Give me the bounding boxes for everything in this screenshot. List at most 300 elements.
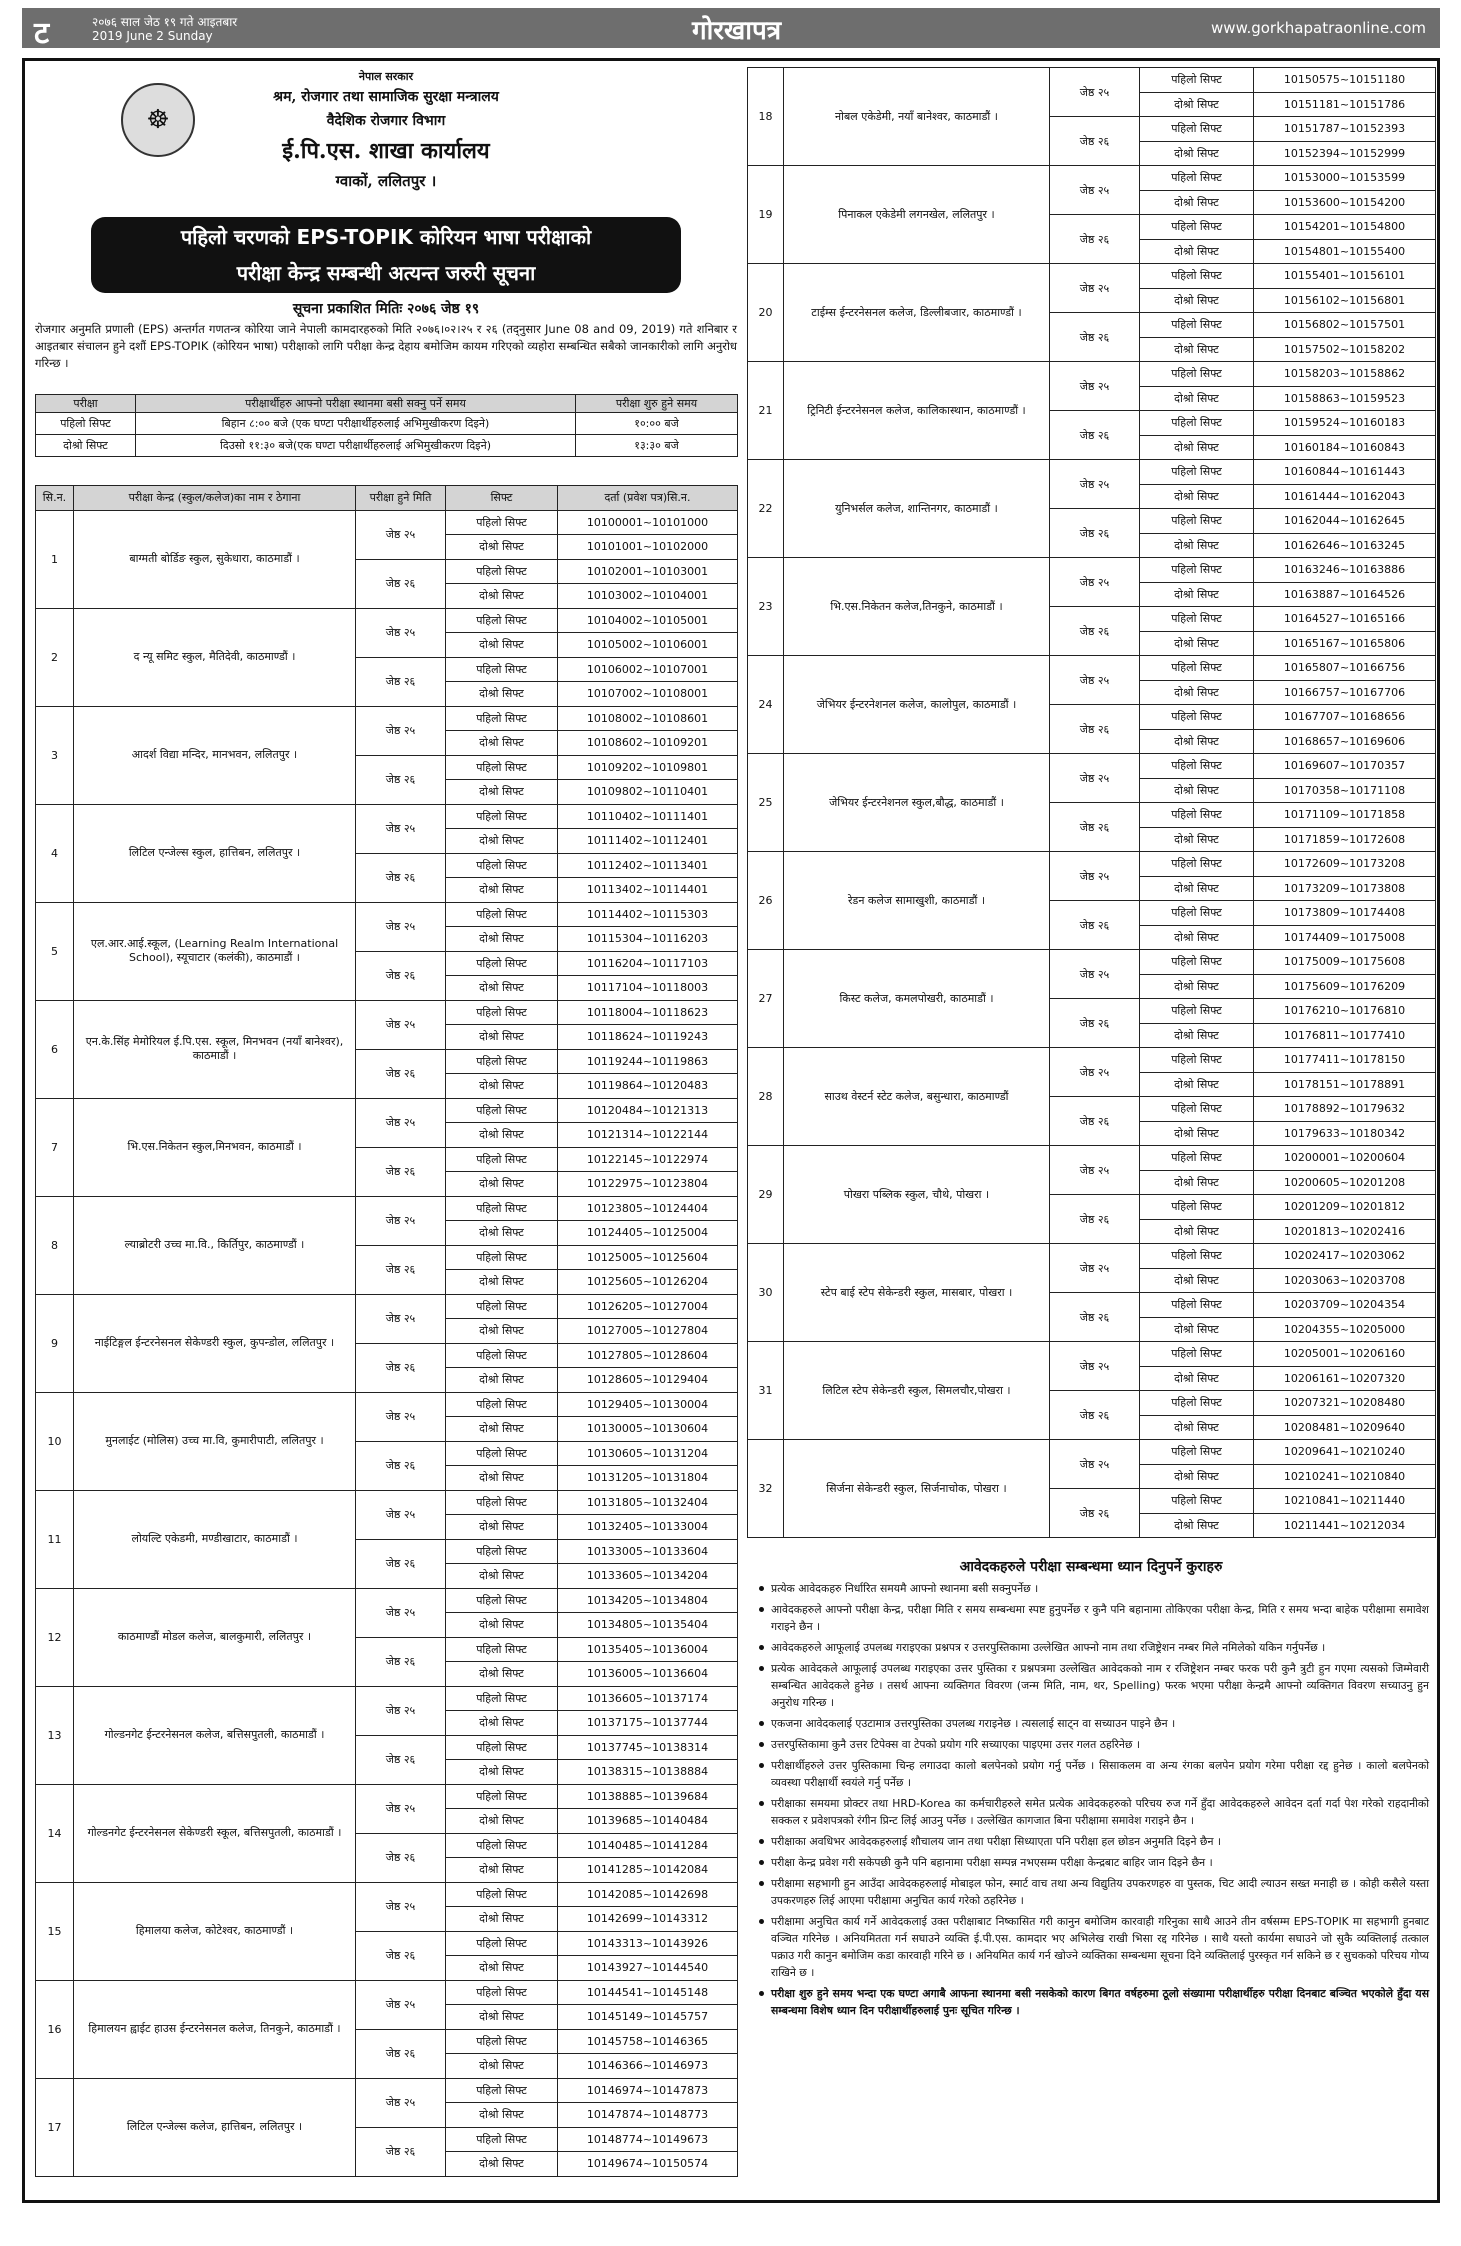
- shift-name: दोश्रो सिफ्ट: [446, 1809, 558, 1834]
- roll-range: 10100001~10101000: [558, 510, 738, 535]
- center-number: 4: [36, 804, 74, 902]
- center-number: 21: [748, 362, 784, 460]
- roll-range: 10132405~10133004: [558, 1515, 738, 1540]
- shift-name: दोश्रो सिफ्ट: [446, 633, 558, 658]
- shift-name: पहिलो सिफ्ट: [446, 1784, 558, 1809]
- intro-paragraph: रोजगार अनुमति प्रणाली (EPS) अन्तर्गत गणतन्त्र कोरिया जाने नेपाली कामदारहरुको मिति २०७६।०२।२५ र २६ (तद्नुसार June 08 and 09, 2019) गते शनिबार र आइतबार संचालन हुने दशौं EPS-TOPIK (कोरियन भाषा) परीक्षाको लागि परीक्षा केन्द्र देहाय बमोजिम कायम गरिएको व्यहोरा सम्बन्धित सबैको जानकारीको लागि अनुरोध गरिन्छ ।: [35, 322, 737, 370]
- roll-range: 10153000~10153599: [1254, 166, 1436, 191]
- table-row: [36, 1490, 738, 1515]
- shift-name: पहिलो सिफ्ट: [446, 1441, 558, 1466]
- roll-range: 10127805~10128604: [558, 1343, 738, 1368]
- table-header: सिफ्ट: [446, 486, 558, 511]
- table-row: [36, 1000, 738, 1025]
- shift-name: पहिलो सिफ्ट: [446, 2078, 558, 2103]
- shift-name: पहिलो सिफ्ट: [446, 1294, 558, 1319]
- shift-name: पहिलो सिफ्ट: [1140, 803, 1254, 828]
- notice-frame: [22, 58, 1440, 2203]
- exam-date: जेष्ठ २६: [1050, 1293, 1140, 1342]
- center-name: जेभियर ईन्टरनेशनल स्कुल,बौद्ध, काठमाडौं ।: [784, 754, 1050, 852]
- exam-date: जेष्ठ २५: [1050, 1244, 1140, 1293]
- shift-name: पहिलो सिफ्ट: [446, 1245, 558, 1270]
- shift-name: पहिलो सिफ्ट: [1140, 68, 1254, 93]
- shift-name: पहिलो सिफ्ट: [1140, 1097, 1254, 1122]
- roll-range: 10118004~10118623: [558, 1000, 738, 1025]
- exam-date: जेष्ठ २६: [356, 1147, 446, 1196]
- exam-date: जेष्ठ २६: [1050, 999, 1140, 1048]
- table-row: [36, 706, 738, 731]
- shift-name: पहिलो सिफ्ट: [446, 1833, 558, 1858]
- shift-name: पहिलो सिफ्ट: [446, 1000, 558, 1025]
- shift-name: दोश्रो सिफ्ट: [1140, 974, 1254, 999]
- roll-range: 10158863~10159523: [1254, 386, 1436, 411]
- roll-range: 10203063~10203708: [1254, 1268, 1436, 1293]
- roll-range: 10167707~10168656: [1254, 705, 1436, 730]
- shift-name: दोश्रो सिफ्ट: [1140, 1415, 1254, 1440]
- shift-name: दोश्रो सिफ्ट: [1140, 1121, 1254, 1146]
- center-number: 22: [748, 460, 784, 558]
- roll-range: 10208481~10209640: [1254, 1415, 1436, 1440]
- center-name: लिटिल एन्जेल्स स्कुल, हात्तिबन, ललितपुर ।: [74, 804, 356, 902]
- exam-date: जेष्ठ २५: [356, 1294, 446, 1343]
- shift-name: पहिलो सिफ्ट: [1140, 999, 1254, 1024]
- exam-center-table-left: [35, 485, 738, 2177]
- roll-range: 10110402~10111401: [558, 804, 738, 829]
- center-name: रेडन कलेज सामाखुशी, काठमाडौं ।: [784, 852, 1050, 950]
- exam-date: जेष्ठ २६: [1050, 901, 1140, 950]
- exam-date: जेष्ठ २५: [356, 1882, 446, 1931]
- shift-name: पहिलो सिफ्ट: [1140, 1195, 1254, 1220]
- exam-center-table-right: [747, 67, 1436, 1538]
- exam-date: जेष्ठ २६: [1050, 1489, 1140, 1538]
- center-number: 15: [36, 1882, 74, 1980]
- table-header: सि.न.: [36, 486, 74, 511]
- shift-name: पहिलो सिफ्ट: [446, 1735, 558, 1760]
- instruction-item: परीक्षामा सहभागी हुन आउँदा आवेदकहरुलाई मोबाइल फोन, स्मार्ट वाच तथा अन्य विद्युतिय उपकरणहरु वा पुस्तक, चिट आदी ल्याउन सख्त मनाही छ । कोही कसैले यस्ता उपकरणहरु लिई आएमा परीक्षामा अनुचित कार्य गरेको ठहरिनेछ ।: [757, 1875, 1429, 1909]
- instruction-item: एकजना आवेदकलाई एउटामात्र उत्तरपुस्तिका उपलब्ध गराइनेछ । त्यसलाई साट्न वा सच्याउन पाइने छैन ।: [757, 1715, 1429, 1732]
- date-english: 2019 June 2 Sunday: [92, 29, 213, 43]
- roll-range: 10171109~10171858: [1254, 803, 1436, 828]
- roll-range: 10162646~10163245: [1254, 533, 1436, 558]
- table-row: [36, 1294, 738, 1319]
- center-number: 23: [748, 558, 784, 656]
- table-row: [748, 950, 1436, 975]
- exam-date: जेष्ठ २६: [356, 2029, 446, 2078]
- center-name: लिटिल एन्जेल्स कलेज, हात्तिबन, ललितपुर ।: [74, 2078, 356, 2176]
- exam-date: जेष्ठ २५: [1050, 68, 1140, 117]
- shift-name: दोश्रो सिफ्ट: [446, 2005, 558, 2030]
- roll-range: 10108002~10108601: [558, 706, 738, 731]
- shift-name: दोश्रो सिफ्ट: [446, 927, 558, 952]
- exam-date: जेष्ठ २६: [1050, 1195, 1140, 1244]
- shift-name: दोश्रो सिफ्ट: [446, 1270, 558, 1295]
- table-row: [748, 852, 1436, 877]
- exam-date: जेष्ठ २६: [356, 1637, 446, 1686]
- shift-name: पहिलो सिफ्ट: [446, 1490, 558, 1515]
- exam-date: जेष्ठ २५: [356, 706, 446, 755]
- table-row: [36, 902, 738, 927]
- roll-range: 10178151~10178891: [1254, 1072, 1436, 1097]
- roll-range: 10134805~10135404: [558, 1613, 738, 1638]
- roll-range: 10131805~10132404: [558, 1490, 738, 1515]
- roll-range: 10161444~10162043: [1254, 484, 1436, 509]
- shift-name: दोश्रो सिफ्ट: [446, 780, 558, 805]
- exam-date: जेष्ठ २५: [356, 1784, 446, 1833]
- shift-name: दोश्रो सिफ्ट: [446, 535, 558, 560]
- center-name: भि.एस.निकेतन स्कुल,मिनभवन, काठमाडौं ।: [74, 1098, 356, 1196]
- center-number: 27: [748, 950, 784, 1048]
- roll-range: 10175609~10176209: [1254, 974, 1436, 999]
- shift-name: दोश्रो सिफ्ट: [1140, 680, 1254, 705]
- exam-date: जेष्ठ २६: [356, 1833, 446, 1882]
- center-name: टाईम्स ईन्टरनेसनल कलेज, डिल्लीबजार, काठमाण्डौं ।: [784, 264, 1050, 362]
- shift-name: दोश्रो सिफ्ट: [1140, 827, 1254, 852]
- center-number: 5: [36, 902, 74, 1000]
- shift-name: दोश्रो सिफ्ट: [1140, 582, 1254, 607]
- website-link[interactable]: www.gorkhapatraonline.com: [1211, 19, 1426, 37]
- roll-range: 10141285~10142084: [558, 1858, 738, 1883]
- roll-range: 10119864~10120483: [558, 1074, 738, 1099]
- shift-name: दोश्रो सिफ्ट: [1140, 1023, 1254, 1048]
- center-number: 8: [36, 1196, 74, 1294]
- center-number: 12: [36, 1588, 74, 1686]
- roll-range: 10164527~10165166: [1254, 607, 1436, 632]
- exam-date: जेष्ठ २६: [1050, 215, 1140, 264]
- shift-name: पहिलो सिफ्ट: [446, 902, 558, 927]
- shift-name: दोश्रो सिफ्ट: [446, 731, 558, 756]
- office-location: ग्वाकों, ललितपुर ।: [335, 172, 437, 190]
- shift-name: पहिलो सिफ्ट: [1140, 460, 1254, 485]
- instructions-list: [747, 1580, 1435, 2019]
- center-number: 11: [36, 1490, 74, 1588]
- center-name: लिटिल स्टेप सेकेन्डरी स्कुल, सिमलचौर,पोखरा ।: [784, 1342, 1050, 1440]
- roll-range: 10105002~10106001: [558, 633, 738, 658]
- shift-cell: १०:०० बजे: [576, 413, 738, 435]
- shift-name: दोश्रो सिफ्ट: [1140, 1513, 1254, 1538]
- roll-range: 10149674~10150574: [558, 2152, 738, 2177]
- roll-range: 10124405~10125004: [558, 1221, 738, 1246]
- roll-range: 10154201~10154800: [1254, 215, 1436, 240]
- center-number: 30: [748, 1244, 784, 1342]
- roll-range: 10201813~10202416: [1254, 1219, 1436, 1244]
- exam-date: जेष्ठ २५: [1050, 656, 1140, 705]
- roll-range: 10129405~10130004: [558, 1392, 738, 1417]
- center-name: नोबल एकेडेमी, नयाँ बानेश्वर, काठमाडौं ।: [784, 68, 1050, 166]
- center-number: 6: [36, 1000, 74, 1098]
- shift-name: पहिलो सिफ्ट: [446, 608, 558, 633]
- roll-range: 10119244~10119863: [558, 1049, 738, 1074]
- exam-date: जेष्ठ २५: [1050, 362, 1140, 411]
- center-name: आदर्श विद्या मन्दिर, मानभवन, ललितपुर ।: [74, 706, 356, 804]
- shift-name: पहिलो सिफ्ट: [446, 755, 558, 780]
- exam-date: जेष्ठ २६: [356, 1049, 446, 1098]
- table-row: [36, 2078, 738, 2103]
- roll-range: 10142085~10142698: [558, 1882, 738, 1907]
- roll-range: 10102001~10103001: [558, 559, 738, 584]
- roll-range: 10174409~10175008: [1254, 925, 1436, 950]
- roll-range: 10160184~10160843: [1254, 435, 1436, 460]
- shift-name: पहिलो सिफ्ट: [446, 2029, 558, 2054]
- exam-date: जेष्ठ २६: [1050, 313, 1140, 362]
- exam-date: जेष्ठ २५: [356, 510, 446, 559]
- center-name: एल.आर.आई.स्कूल, (Learning Realm International School), स्यूचाटार (कलंकी), काठमाडौं ।: [74, 902, 356, 1000]
- roll-range: 10150575~10151180: [1254, 68, 1436, 93]
- newspaper-name: गोरखापत्र: [692, 16, 782, 46]
- roll-range: 10157502~10158202: [1254, 337, 1436, 362]
- shift-name: दोश्रो सिफ्ट: [1140, 239, 1254, 264]
- shift-name: पहिलो सिफ्ट: [1140, 1048, 1254, 1073]
- table-row: [36, 1784, 738, 1809]
- shift-name: दोश्रो सिफ्ट: [446, 878, 558, 903]
- shift-name: दोश्रो सिफ्ट: [446, 2152, 558, 2177]
- roll-range: 10125005~10125604: [558, 1245, 738, 1270]
- shift-name: दोश्रो सिफ्ट: [1140, 729, 1254, 754]
- shift-name: पहिलो सिफ्ट: [1140, 1391, 1254, 1416]
- shift-name: पहिलो सिफ्ट: [446, 2127, 558, 2152]
- roll-range: 10168657~10169606: [1254, 729, 1436, 754]
- shift-name: दोश्रो सिफ्ट: [446, 1074, 558, 1099]
- shift-name: पहिलो सिफ्ट: [1140, 509, 1254, 534]
- shift-name: पहिलो सिफ्ट: [446, 1882, 558, 1907]
- roll-range: 10200605~10201208: [1254, 1170, 1436, 1195]
- roll-range: 10166757~10167706: [1254, 680, 1436, 705]
- exam-date: जेष्ठ २६: [356, 657, 446, 706]
- exam-date: जेष्ठ २५: [1050, 852, 1140, 901]
- exam-date: जेष्ठ २६: [1050, 705, 1140, 754]
- shift-name: दोश्रो सिफ्ट: [446, 829, 558, 854]
- shift-name: पहिलो सिफ्ट: [446, 804, 558, 829]
- instruction-item: परीक्षा शुरु हुने समय भन्दा एक घण्टा अगाबै आफना स्थानमा बसी नसकेको कारण बिगत वर्षहरुमा ठूलो संख्यामा परीक्षार्थीहरु परीक्षा दिनबाट बञ्चित भएकोले हुँदा यस सम्बन्धमा विशेष ध्यान दिन परीक्षार्थीहरुलाई पुनः सूचित गरिन्छ ।: [757, 1985, 1429, 2019]
- newspaper-logo-icon: ट: [34, 16, 50, 51]
- roll-range: 10210241~10210840: [1254, 1464, 1436, 1489]
- roll-range: 10131205~10131804: [558, 1466, 738, 1491]
- roll-range: 10137175~10137744: [558, 1711, 738, 1736]
- office-branch: ई.पि.एस. शाखा कार्यालय: [282, 138, 490, 164]
- exam-date: जेष्ठ २५: [356, 1980, 446, 2029]
- center-name: युनिभर्सल कलेज, शान्तिनगर, काठमाडौं ।: [784, 460, 1050, 558]
- center-number: 29: [748, 1146, 784, 1244]
- banner-line-2: परीक्षा केन्द्र सम्बन्धी अत्यन्त जरुरी सूचना: [236, 261, 536, 285]
- exam-date: जेष्ठ २५: [356, 2078, 446, 2127]
- exam-date: जेष्ठ २६: [356, 1441, 446, 1490]
- roll-range: 10165807~10166756: [1254, 656, 1436, 681]
- center-number: 26: [748, 852, 784, 950]
- shift-name: दोश्रो सिफ्ट: [1140, 925, 1254, 950]
- roll-range: 10125605~10126204: [558, 1270, 738, 1295]
- shift-name: दोश्रो सिफ्ट: [446, 976, 558, 1001]
- table-row: [748, 1146, 1436, 1171]
- roll-range: 10153600~10154200: [1254, 190, 1436, 215]
- shift-header: परीक्षा शुरु हुने समय: [576, 395, 738, 413]
- shift-cell: १३:३० बजे: [576, 435, 738, 457]
- center-name: साउथ वेस्टर्न स्टेट कलेज, बसुन्धारा, काठमाण्डौं: [784, 1048, 1050, 1146]
- exam-date: जेष्ठ २६: [356, 853, 446, 902]
- exam-date: जेष्ठ २५: [1050, 950, 1140, 999]
- shift-name: दोश्रो सिफ्ट: [1140, 778, 1254, 803]
- exam-date: जेष्ठ २६: [356, 951, 446, 1000]
- shift-name: पहिलो सिफ्ट: [1140, 1342, 1254, 1367]
- roll-range: 10163246~10163886: [1254, 558, 1436, 583]
- instruction-item: परीक्षा केन्द्र प्रवेश गरी सकेपछी कुनै पनि बहानामा परीक्षा सम्पन्न नभएसम्म परीक्षा केन्द्रबाट बाहिर जान दिइने छैन ।: [757, 1854, 1429, 1871]
- table-row: [36, 1686, 738, 1711]
- shift-cell: पहिलो सिफ्ट: [36, 413, 136, 435]
- roll-range: 10203709~10204354: [1254, 1293, 1436, 1318]
- exam-date: जेष्ठ २५: [1050, 1440, 1140, 1489]
- shift-name: दोश्रो सिफ्ट: [446, 1515, 558, 1540]
- center-number: 13: [36, 1686, 74, 1784]
- center-number: 24: [748, 656, 784, 754]
- roll-range: 10171859~10172608: [1254, 827, 1436, 852]
- roll-range: 10106002~10107001: [558, 657, 738, 682]
- exam-date: जेष्ठ २५: [356, 1000, 446, 1049]
- roll-range: 10140485~10141284: [558, 1833, 738, 1858]
- exam-date: जेष्ठ २६: [1050, 803, 1140, 852]
- roll-range: 10108602~10109201: [558, 731, 738, 756]
- exam-date: जेष्ठ २५: [356, 608, 446, 657]
- table-row: [748, 362, 1436, 387]
- roll-range: 10114402~10115303: [558, 902, 738, 927]
- roll-range: 10130005~10130604: [558, 1417, 738, 1442]
- date-nepali: २०७६ साल जेठ १९ गते आइतबार: [92, 15, 238, 29]
- roll-range: 10154801~10155400: [1254, 239, 1436, 264]
- table-row: [36, 510, 738, 535]
- roll-range: 10210841~10211440: [1254, 1489, 1436, 1514]
- shift-name: पहिलो सिफ्ट: [446, 853, 558, 878]
- shift-name: दोश्रो सिफ्ट: [446, 1368, 558, 1393]
- exam-date: जेष्ठ २५: [1050, 558, 1140, 607]
- shift-name: पहिलो सिफ्ट: [1140, 1293, 1254, 1318]
- exam-date: जेष्ठ २६: [356, 755, 446, 804]
- roll-range: 10169607~10170357: [1254, 754, 1436, 779]
- office-department: वैदेशिक रोजगार विभाग: [326, 113, 446, 129]
- roll-range: 10116204~10117103: [558, 951, 738, 976]
- shift-name: दोश्रो सिफ्ट: [446, 1956, 558, 1981]
- shift-name: दोश्रो सिफ्ट: [446, 1319, 558, 1344]
- roll-range: 10111402~10112401: [558, 829, 738, 854]
- shift-name: दोश्रो सिफ्ट: [1140, 1317, 1254, 1342]
- center-number: 32: [748, 1440, 784, 1538]
- instruction-item: प्रत्येक आवेदकहरु निर्धारित समयमै आफ्नो स्थानमा बसी सक्नुपर्नेछ ।: [757, 1580, 1429, 1597]
- shift-name: दोश्रो सिफ्ट: [446, 1858, 558, 1883]
- roll-range: 10173209~10173808: [1254, 876, 1436, 901]
- shift-name: पहिलो सिफ्ट: [1140, 1244, 1254, 1269]
- roll-range: 10127005~10127804: [558, 1319, 738, 1344]
- shift-name: पहिलो सिफ्ट: [1140, 215, 1254, 240]
- instruction-item: परीक्षाका समयमा प्रोक्टर तथा HRD-Korea का कर्मचारीहरुले समेत प्रत्येक आवेदकहरुको परिचय रुज गर्ने हुँदा आवेदकहरुले आवेदन दर्ता गर्दा पेश गरेको राहदानीको सक्कल र प्रवेशपत्रको रंगीन प्रिन्ट लिई आउनु पर्नेछ । उल्लेखित कागजात बिना परीक्षामा समावेश गराइने छैन ।: [757, 1795, 1429, 1829]
- exam-date: जेष्ठ २५: [356, 1392, 446, 1441]
- exam-date: जेष्ठ २६: [1050, 1391, 1140, 1440]
- table-row: [748, 1342, 1436, 1367]
- center-number: 20: [748, 264, 784, 362]
- center-name: गोल्डनगेट ईन्टरनेसनल सेकेण्डरी स्कूल, बत्तिसपुतली, काठमाडौं ।: [74, 1784, 356, 1882]
- center-number: 7: [36, 1098, 74, 1196]
- roll-range: 10152394~10152999: [1254, 141, 1436, 166]
- roll-range: 10176811~10177410: [1254, 1023, 1436, 1048]
- shift-name: पहिलो सिफ्ट: [1140, 656, 1254, 681]
- table-row: [36, 1980, 738, 2005]
- center-name: सिर्जना सेकेन्डरी स्कुल, सिर्जनाचोक, पोखरा ।: [784, 1440, 1050, 1538]
- roll-range: 10107002~10108001: [558, 682, 738, 707]
- shift-name: दोश्रो सिफ्ट: [1140, 876, 1254, 901]
- roll-range: 10121314~10122144: [558, 1123, 738, 1148]
- exam-date: जेष्ठ २६: [356, 1343, 446, 1392]
- roll-range: 10211441~10212034: [1254, 1513, 1436, 1538]
- exam-date: जेष्ठ २५: [1050, 754, 1140, 803]
- roll-range: 10138885~10139684: [558, 1784, 738, 1809]
- shift-name: पहिलो सिफ्ट: [446, 1392, 558, 1417]
- shift-name: पहिलो सिफ्ट: [1140, 852, 1254, 877]
- shift-name: दोश्रो सिफ्ट: [446, 1613, 558, 1638]
- table-row: [748, 460, 1436, 485]
- center-name: भि.एस.निकेतन कलेज,तिनकुने, काठमाडौं ।: [784, 558, 1050, 656]
- exam-date: जेष्ठ २६: [356, 1931, 446, 1980]
- center-name: एन.के.सिंह मेमोरियल ई.पि.एस. स्कूल, मिनभवन (नयाँ बानेश्वर), काठमाडौं ।: [74, 1000, 356, 1098]
- shift-cell: दिउसो ११:३० बजे(एक घण्टा परीक्षार्थीहरुलाई अभिमुखीकरण दिइने): [136, 435, 576, 457]
- roll-range: 10146366~10146973: [558, 2054, 738, 2079]
- roll-range: 10205001~10206160: [1254, 1342, 1436, 1367]
- exam-date: जेष्ठ २६: [356, 1735, 446, 1784]
- shift-name: दोश्रो सिफ्ट: [446, 2054, 558, 2079]
- shift-name: दोश्रो सिफ्ट: [1140, 288, 1254, 313]
- center-number: 1: [36, 510, 74, 608]
- instructions-title: आवेदकहरुले परीक्षा सम्बन्धमा ध्यान दिनुपर्ने कुराहरु: [959, 1559, 1223, 1575]
- center-name: नाईटिङ्गल ईन्टरनेसनल सेकेण्डरी स्कुल, कुपन्डोल, ललितपुर ।: [74, 1294, 356, 1392]
- shift-name: पहिलो सिफ्ट: [446, 1343, 558, 1368]
- exam-date: जेष्ठ २६: [356, 2127, 446, 2176]
- banner-line-1: पहिलो चरणको EPS-TOPIK कोरियन भाषा परीक्षाको: [180, 225, 592, 249]
- roll-range: 10112402~10113401: [558, 853, 738, 878]
- roll-range: 10147874~10148773: [558, 2103, 738, 2128]
- shift-name: पहिलो सिफ्ट: [1140, 754, 1254, 779]
- shift-name: पहिलो सिफ्ट: [446, 1588, 558, 1613]
- exam-date: जेष्ठ २६: [356, 559, 446, 608]
- office-line-1: नेपाल सरकार: [358, 70, 414, 83]
- shift-name: पहिलो सिफ्ट: [1140, 117, 1254, 142]
- shift-name: दोश्रो सिफ्ट: [1140, 435, 1254, 460]
- exam-date: जेष्ठ २५: [1050, 264, 1140, 313]
- shift-name: दोश्रो सिफ्ट: [1140, 1366, 1254, 1391]
- shift-name: पहिलो सिफ्ट: [1140, 166, 1254, 191]
- roll-range: 10113402~10114401: [558, 878, 738, 903]
- table-row: [748, 264, 1436, 289]
- shift-name: पहिलो सिफ्ट: [446, 1196, 558, 1221]
- roll-range: 10173809~10174408: [1254, 901, 1436, 926]
- table-row: [36, 1588, 738, 1613]
- roll-range: 10172609~10173208: [1254, 852, 1436, 877]
- roll-range: 10176210~10176810: [1254, 999, 1436, 1024]
- table-row: [748, 1440, 1436, 1465]
- shift-name: पहिलो सिफ्ट: [446, 1049, 558, 1074]
- exam-date: जेष्ठ २५: [356, 1686, 446, 1735]
- shift-name: पहिलो सिफ्ट: [1140, 362, 1254, 387]
- center-number: 17: [36, 2078, 74, 2176]
- instructions-section: [747, 1551, 1435, 2023]
- shift-name: दोश्रो सिफ्ट: [446, 1907, 558, 1932]
- exam-date: जेष्ठ २६: [1050, 509, 1140, 558]
- shift-name: पहिलो सिफ्ट: [1140, 558, 1254, 583]
- shift-name: दोश्रो सिफ्ट: [1140, 386, 1254, 411]
- roll-range: 10130605~10131204: [558, 1441, 738, 1466]
- center-name: हिमालया कलेज, कोटेश्वर, काठमाण्डौं ।: [74, 1882, 356, 1980]
- exam-date: जेष्ठ २६: [1050, 117, 1140, 166]
- shift-name: दोश्रो सिफ्ट: [446, 1221, 558, 1246]
- roll-range: 10202417~10203062: [1254, 1244, 1436, 1269]
- shift-name: पहिलो सिफ्ट: [1140, 607, 1254, 632]
- shift-name: पहिलो सिफ्ट: [446, 1539, 558, 1564]
- table-row: [36, 1392, 738, 1417]
- shift-name: दोश्रो सिफ्ट: [1140, 533, 1254, 558]
- table-row: [36, 608, 738, 633]
- shift-name: दोश्रो सिफ्ट: [446, 1564, 558, 1589]
